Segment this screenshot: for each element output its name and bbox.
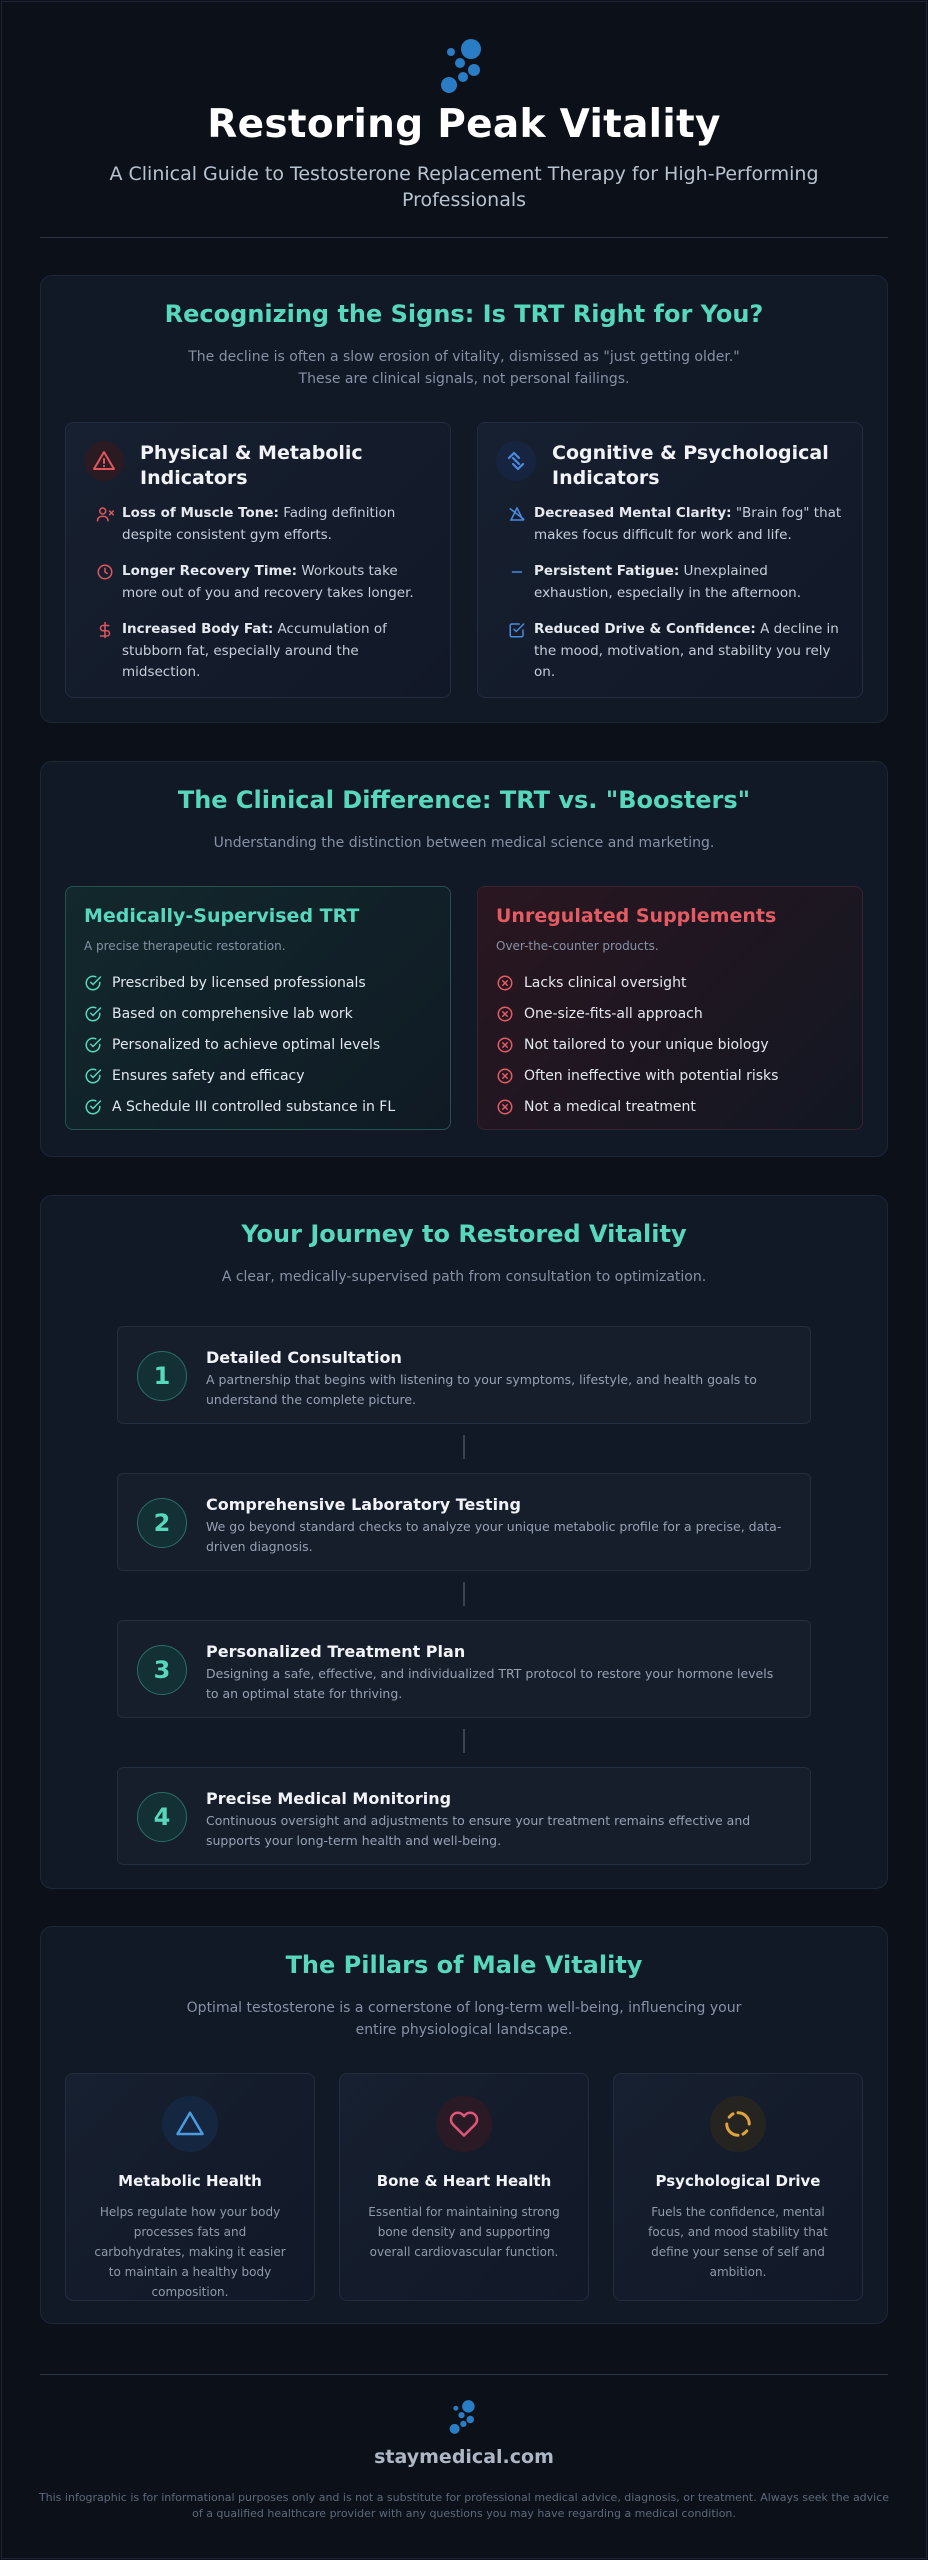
symptom-label: Persistent Fatigue:: [534, 563, 680, 579]
symptom-label: Loss of Muscle Tone:: [122, 505, 279, 521]
trt-subtitle: A precise therapeutic restoration.: [84, 939, 286, 953]
symptom-item: [96, 503, 430, 546]
pillar-title: Metabolic Health: [118, 2172, 262, 2190]
symptom-item: [96, 561, 430, 604]
signs-section: [40, 275, 888, 723]
symptom-text: Workouts take more out of you and recovery takes longer.: [122, 563, 414, 601]
check-circle-icon: [84, 974, 102, 992]
journey-subtitle: A clear, medically-supervised path from consultation to optimization.: [221, 1269, 707, 1285]
supplement-drawback-text: Not a medical treatment: [524, 1098, 696, 1115]
supplement-drawback-text: Often ineffective with potential risks: [524, 1067, 779, 1084]
pillar-description: Fuels the confidence, mental focus, and mood stability that define your sense of self and ambition.: [648, 2205, 828, 2279]
cognitive-indicators-panel: [477, 422, 863, 698]
journey-section: [40, 1195, 888, 1889]
trt-benefit-item: [84, 1060, 395, 1091]
symptom-item: [508, 503, 842, 546]
x-circle-icon: [496, 1036, 514, 1054]
user-x-icon: [96, 503, 122, 546]
clock-icon: [96, 561, 122, 604]
footer-logo-icon: [449, 2398, 479, 2436]
footer-divider: [40, 2374, 888, 2375]
trt-benefit-item: [84, 1029, 395, 1060]
trt-benefit-text: A Schedule III controlled substance in FL: [112, 1098, 396, 1115]
check-circle-icon: [84, 1036, 102, 1054]
symptom-label: Increased Body Fat:: [122, 621, 274, 637]
step-number: 4: [137, 1792, 187, 1842]
symptom-text: Fading definition despite consistent gym efforts.: [122, 505, 396, 543]
step-description: Continuous oversight and adjustments to ensure your treatment remains effective and supports your long-term health and well-being.: [206, 1813, 751, 1848]
journey-step: [117, 1620, 811, 1718]
symptom-text: Unexplained exhaustion, especially in the afternoon.: [534, 563, 802, 601]
dollar-sign-icon: [96, 619, 122, 684]
footer-domain-link[interactable]: staymedical.com: [374, 2446, 554, 2468]
journey-title: Your Journey to Restored Vitality: [241, 1220, 687, 1248]
pillars-title: The Pillars of Male Vitality: [285, 1951, 643, 1979]
trt-benefit-item: [84, 967, 395, 998]
trt-panel: [65, 886, 451, 1130]
supplement-drawback-text: Lacks clinical oversight: [524, 974, 687, 991]
pillar-title: Psychological Drive: [655, 2172, 821, 2190]
step-number: 2: [137, 1498, 187, 1548]
supplement-drawback-item: [496, 1060, 778, 1091]
supplement-drawback-item: [496, 1091, 778, 1122]
journey-step: [117, 1326, 811, 1424]
pillar-card-psychological: [613, 2073, 863, 2301]
check-circle-icon: [84, 1098, 102, 1116]
supplement-drawback-text: One-size-fits-all approach: [524, 1005, 703, 1022]
brand-logo-icon: [440, 36, 488, 96]
check-circle-icon: [84, 1005, 102, 1023]
triangle-icon: [162, 2096, 218, 2152]
signs-title: Recognizing the Signs: Is TRT Right for You?: [164, 300, 764, 328]
symptom-text: A decline in the mood, motivation, and stability you rely on.: [534, 621, 839, 680]
footer-disclaimer: This infographic is for informational purposes only and is not a substitute for professional medical advice, diagnosis, or treatment. Always seek the advice of a qualified healthcare provider with any questions you may have regarding a medical condition.: [38, 2491, 890, 2520]
page-subtitle: A Clinical Guide to Testosterone Replacement Therapy for High-Performing Professionals: [109, 163, 819, 211]
symptom-item: [508, 619, 842, 684]
physical-indicators-panel: [65, 422, 451, 698]
pillar-title: Bone & Heart Health: [376, 2172, 552, 2190]
x-circle-icon: [496, 974, 514, 992]
physical-indicators-title: Physical & Metabolic Indicators: [140, 442, 363, 489]
pillars-subtitle-line2: entire physiological landscape.: [355, 2022, 573, 2038]
supplements-subtitle: Over-the-counter products.: [496, 939, 659, 953]
step-description: Designing a safe, effective, and individualized TRT protocol to restore your hormone levels to an optimal state for thriving.: [206, 1666, 774, 1701]
heart-icon: [436, 2096, 492, 2152]
symptom-label: Decreased Mental Clarity:: [534, 505, 732, 521]
trt-benefit-text: Prescribed by licensed professionals: [112, 974, 366, 991]
step-title: Precise Medical Monitoring: [206, 1789, 452, 1808]
step-number: 1: [137, 1351, 187, 1401]
supplement-drawback-item: [496, 1029, 778, 1060]
x-circle-icon: [496, 1067, 514, 1085]
symptom-text: "Brain fog" that makes focus difficult for work and life.: [534, 505, 842, 543]
trt-benefit-text: Ensures safety and efficacy: [112, 1067, 305, 1084]
pillar-card-metabolic: [65, 2073, 315, 2301]
step-title: Comprehensive Laboratory Testing: [206, 1495, 521, 1514]
footer: [0, 2398, 928, 2522]
x-circle-icon: [496, 1005, 514, 1023]
pillar-description: Helps regulate how your body processes fats and carbohydrates, making it easier to maintain a healthy body composition.: [94, 2205, 286, 2299]
step-description: We go beyond standard checks to analyze your unique metabolic profile for a precise, data-driven diagnosis.: [206, 1519, 782, 1554]
step-title: Personalized Treatment Plan: [206, 1642, 466, 1661]
symptom-text: Accumulation of stubborn fat, especially around the midsection.: [122, 621, 387, 680]
step-title: Detailed Consultation: [206, 1348, 402, 1367]
symptom-label: Longer Recovery Time:: [122, 563, 298, 579]
cloud-off-icon: [508, 503, 534, 546]
divider: [40, 237, 888, 238]
difference-subtitle: Understanding the distinction between medical science and marketing.: [213, 835, 715, 851]
pillar-description: Essential for maintaining strong bone density and supporting overall cardiovascular function.: [368, 2205, 560, 2259]
step-number: 3: [137, 1645, 187, 1695]
check-circle-icon: [84, 1067, 102, 1085]
supplement-drawback-text: Not tailored to your unique biology: [524, 1036, 769, 1053]
journey-step: [117, 1767, 811, 1865]
supplements-panel: [477, 886, 863, 1130]
pillars-subtitle-line1: Optimal testosterone is a cornerstone of long-term well-being, influencing your: [186, 2000, 742, 2016]
cognitive-indicators-title: Cognitive & Psychological Indicators: [552, 442, 829, 489]
difference-section: [40, 761, 888, 1157]
symptom-label: Reduced Drive & Confidence:: [534, 621, 756, 637]
supplement-drawback-item: [496, 998, 778, 1029]
symptom-item: [508, 561, 842, 604]
difference-title: The Clinical Difference: TRT vs. "Boosters": [177, 786, 751, 814]
page-title: Restoring Peak Vitality: [207, 102, 721, 147]
pillar-card-bone-heart: [339, 2073, 589, 2301]
loader-icon: [710, 2096, 766, 2152]
trt-title: Medically-Supervised TRT: [84, 905, 360, 927]
symptom-item: [96, 619, 430, 684]
step-description: A partnership that begins with listening to your symptoms, lifestyle, and health goals to understand the complete picture.: [206, 1372, 757, 1407]
trt-benefit-item: [84, 1091, 395, 1122]
trt-benefit-text: Personalized to achieve optimal levels: [112, 1036, 381, 1053]
step-connector: [463, 1729, 465, 1753]
journey-step: [117, 1473, 811, 1571]
brain-link-icon: [496, 441, 536, 481]
pillars-section: [40, 1926, 888, 2324]
signs-subtitle-line2: These are clinical signals, not personal failings.: [298, 371, 630, 387]
hero: [0, 36, 928, 213]
trt-benefit-text: Based on comprehensive lab work: [112, 1005, 353, 1022]
minus-icon: [508, 561, 534, 604]
trt-benefit-item: [84, 998, 395, 1029]
warning-triangle-icon: [84, 441, 124, 481]
checkbox-icon: [508, 619, 534, 684]
x-circle-icon: [496, 1098, 514, 1116]
step-connector: [463, 1582, 465, 1606]
supplements-title: Unregulated Supplements: [496, 905, 777, 927]
step-connector: [463, 1435, 465, 1459]
signs-subtitle-line1: The decline is often a slow erosion of vitality, dismissed as "just getting older.": [188, 349, 740, 365]
supplement-drawback-item: [496, 967, 778, 998]
